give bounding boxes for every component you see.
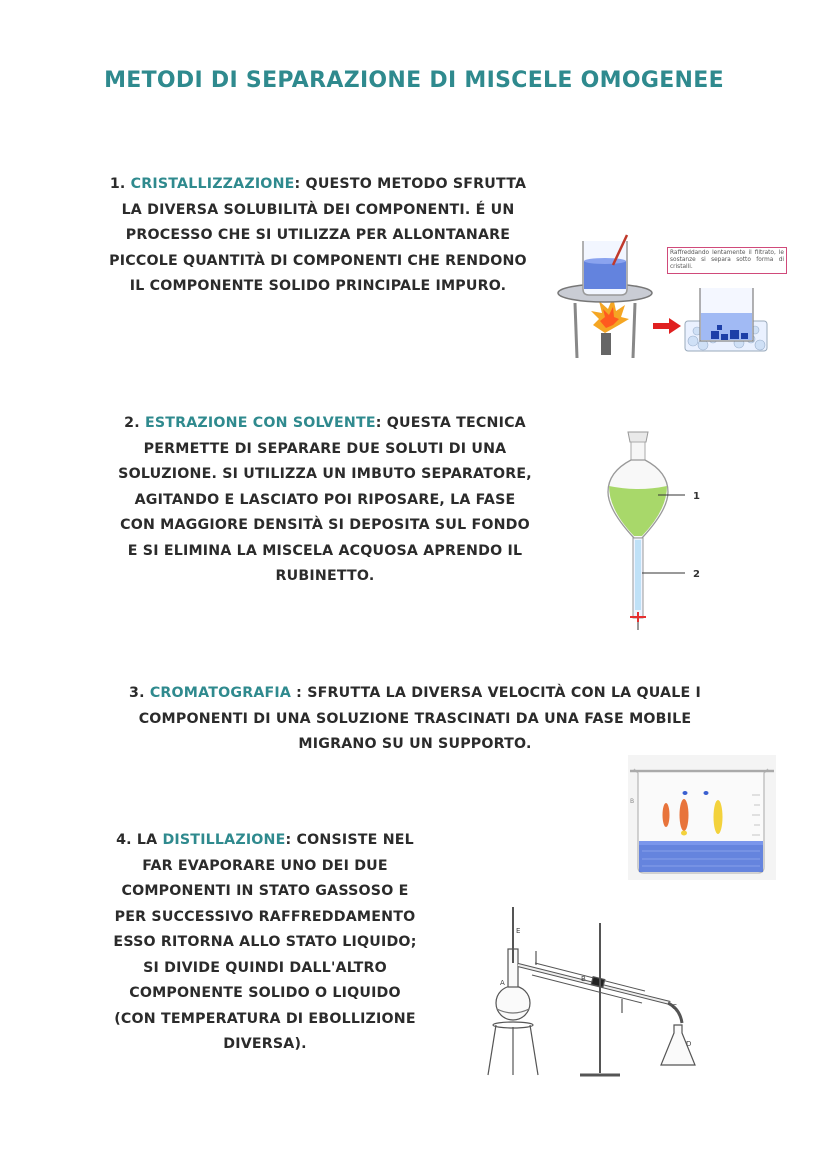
distillation-label-c: C — [672, 1003, 677, 1011]
section-1-line-3: PROCESSO CHE SI UTILIZZA PER ALLONTANARE — [125, 227, 511, 243]
section-4-line-3: COMPONENTI IN STATO GASSOSO E — [121, 883, 409, 899]
arrow-right-icon — [653, 318, 681, 334]
section-2-number: 2. — [124, 415, 140, 431]
section-4-line-1: 4. LA DISTILLAZIONE: CONSISTE NEL — [116, 832, 414, 848]
section-4-line-7: COMPONENTE SOLIDO O LIQUIDO — [129, 985, 401, 1001]
chromatography-label-b: B — [630, 798, 635, 805]
section-4-line-4: PER SUCCESSIVO RAFFREDDAMENTO — [114, 908, 416, 925]
section-1-number: 1. — [109, 176, 126, 192]
section-2-line-7: RUBINETTO. — [275, 568, 375, 584]
section-4-line-5: ESSO RITORNA ALLO STATO LIQUIDO; — [113, 934, 417, 950]
section-1-line-4: PICCOLE QUANTITÀ DI COMPONENTI CHE RENDONO — [109, 252, 527, 269]
crystallization-caption: Raffreddando lentamente il filtrato, le sostanze si separa sotto forma di cristalli. — [667, 247, 787, 274]
section-3-line-2: COMPONENTI DI UNA SOLUZIONE TRASCINATI DA UNA FASE MOBILE — [138, 710, 692, 727]
section-4-line-2: FAR EVAPORARE UNO DEI DUE — [142, 857, 388, 874]
section-3-line-3: MIGRANO SU UN SUPPORTO. — [298, 736, 532, 752]
separatory-funnel-figure — [600, 430, 720, 635]
funnel-label-2: 2 — [693, 569, 700, 580]
section-4-line-8: (CON TEMPERATURA DI EBOLLIZIONE — [114, 1010, 416, 1027]
section-4-line-6: SI DIVIDE QUINDI DALL'ALTRO — [143, 959, 387, 976]
section-cromatografia — [80, 681, 750, 758]
section-distillazione — [85, 828, 445, 1058]
section-2-line-4: AGITANDO E LASCIATO POI RIPOSARE, LA FASE — [134, 491, 516, 508]
section-2-line-1: 2. ESTRAZIONE CON SOLVENTE: QUESTA TECNICA — [124, 415, 526, 431]
distillation-label-d: D — [686, 1040, 692, 1048]
section-1-keyword: CRISTALLIZZAZIONE — [130, 176, 295, 192]
section-4-line-9: DIVERSA). — [223, 1036, 307, 1052]
section-1-line-1: 1. CRISTALLIZZAZIONE: QUESTO METODO SFRUTTA — [109, 176, 527, 192]
section-2-line-3: SOLUZIONE. SI UTILIZZA UN IMBUTO SEPARATORE, — [118, 466, 532, 482]
section-2-line-5: CON MAGGIORE DENSITÀ SI DEPOSITA SUL FONDO — [120, 517, 530, 533]
distillation-label-e: E — [516, 927, 521, 935]
section-4-keyword: DISTILLAZIONE — [162, 832, 286, 848]
section-3-line-1: 3. CROMATOGRAFIA : SFRUTTA LA DIVERSA VELOCITÀ CON LA QUALE I — [129, 685, 701, 701]
section-2-line-6: E SI ELIMINA LA MISCELA ACQUOSA APRENDO IL — [127, 542, 523, 559]
section-3-number: 3. — [129, 685, 145, 701]
section-3-keyword: CROMATOGRAFIA — [149, 685, 292, 701]
crystallization-figure — [555, 233, 785, 363]
section-2-line-2: PERMETTE DI SEPARARE DUE SOLUTI DI UNA — [143, 440, 507, 457]
section-estrazione — [90, 411, 560, 590]
chromatography-figure — [628, 755, 776, 880]
section-1-line-2: LA DIVERSA SOLUBILITÀ DEI COMPONENTI. É UN — [121, 201, 515, 218]
distillation-label-b: B — [581, 975, 586, 983]
funnel-label-1: 1 — [693, 491, 700, 502]
section-2-keyword: ESTRAZIONE CON SOLVENTE — [144, 415, 376, 431]
section-cristallizzazione — [78, 172, 558, 300]
distillation-label-a: A — [500, 979, 505, 987]
section-1-line-5: IL COMPONENTE SOLIDO PRINCIPALE IMPURO. — [129, 278, 507, 294]
distillation-figure — [480, 903, 705, 1083]
page-title: METODI DI SEPARAZIONE DI MISCELE OMOGENEE — [104, 68, 724, 93]
section-4-number: 4. LA — [116, 832, 158, 848]
